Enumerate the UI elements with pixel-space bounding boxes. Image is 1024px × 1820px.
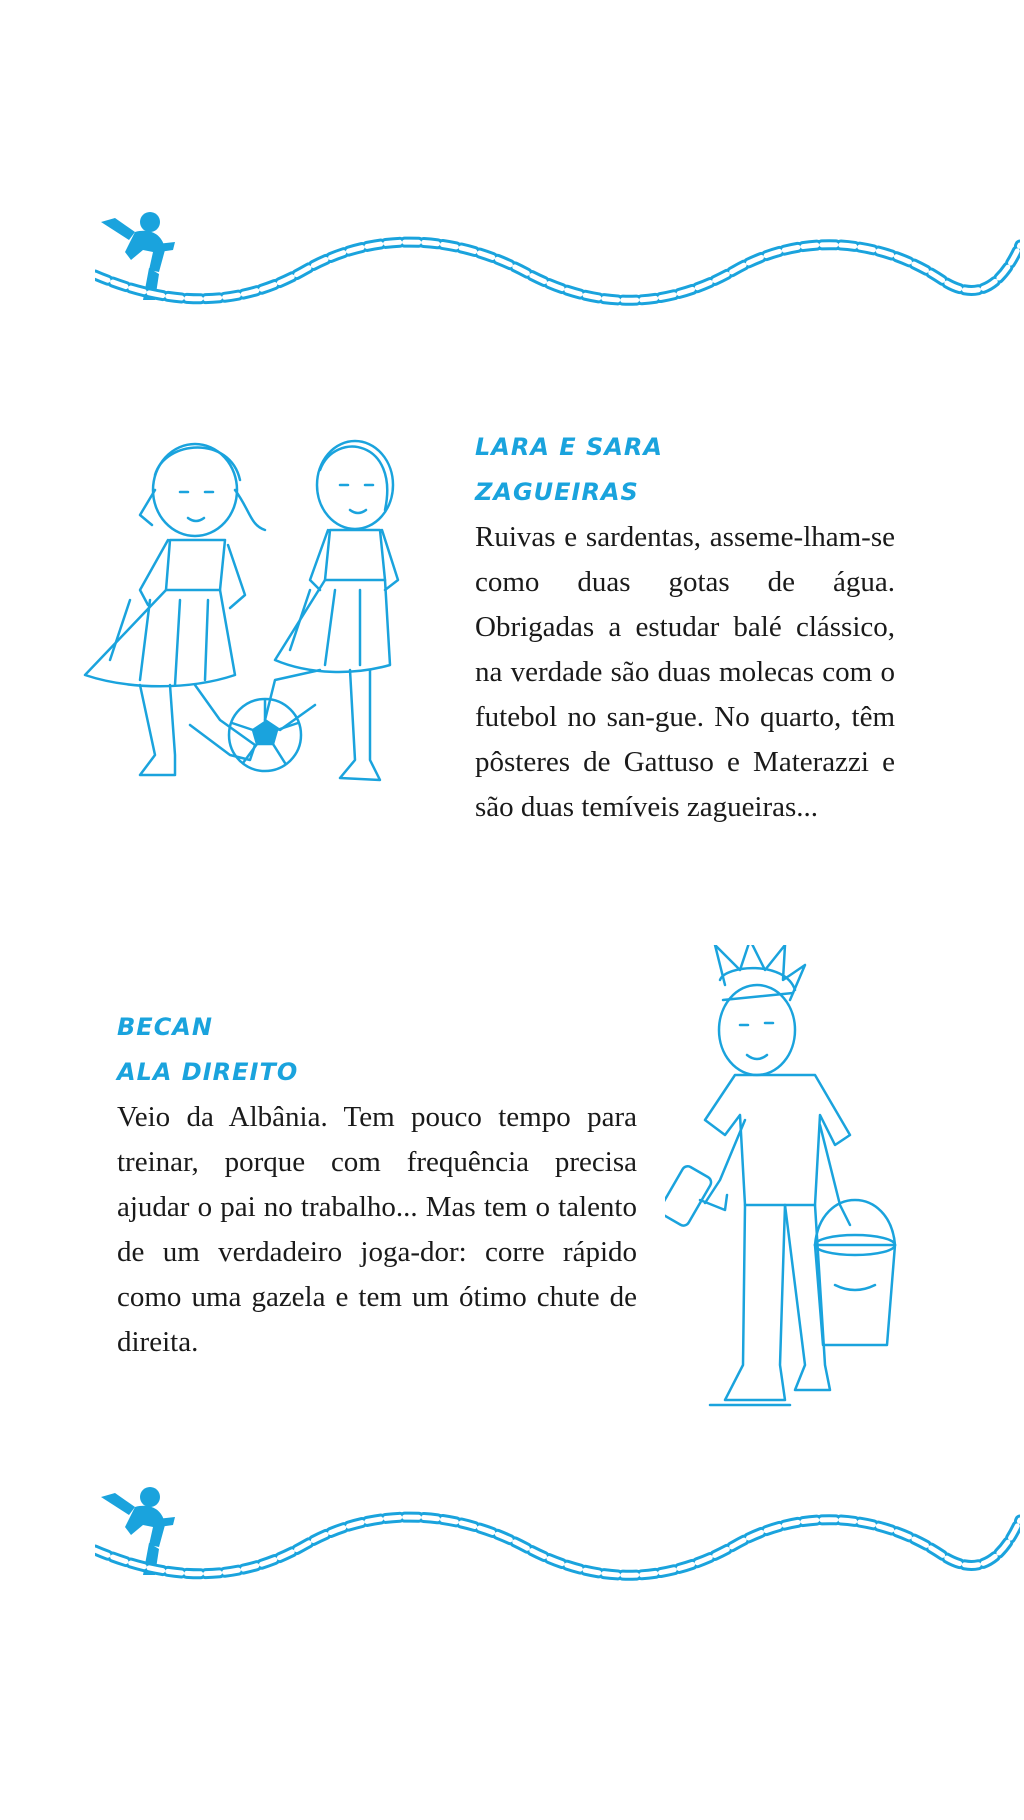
- character-description: Veio da Albânia. Tem pouco tempo para treinar, porque com frequência precisa ajudar o pai no trabalho... Mas tem o talento de um verdadeiro joga-dor: corre rápido como uma gazela e tem um ótimo chute de direita.: [117, 1101, 637, 1358]
- character-block-becan: [117, 1005, 637, 1365]
- bucket-icon: [815, 1200, 895, 1345]
- twins-illustration: [80, 430, 450, 870]
- character-name: BECAN: [117, 1013, 213, 1041]
- character-name: LARA E SARA: [475, 433, 663, 461]
- running-player-chain-rule: [95, 200, 1020, 340]
- character-description: Ruivas e sardentas, asseme-lham-se como duas gotas de água. Obrigadas a estudar balé clássico, na verdade são duas molecas com o futebol no san-gue. No quarto, têm pôsteres de Gattuso e Materazzi e são duas temíveis zagueiras...: [475, 521, 895, 823]
- boy-figure: [705, 945, 850, 1405]
- becan-illustration: [665, 945, 945, 1475]
- running-player-chain-rule: [95, 1475, 1020, 1615]
- character-position: ALA DIREITO: [117, 1058, 299, 1086]
- character-block-lara-sara: [475, 425, 895, 830]
- paint-roller-icon: [665, 1164, 727, 1228]
- girl-right: [265, 441, 398, 780]
- character-position: ZAGUEIRAS: [475, 478, 639, 506]
